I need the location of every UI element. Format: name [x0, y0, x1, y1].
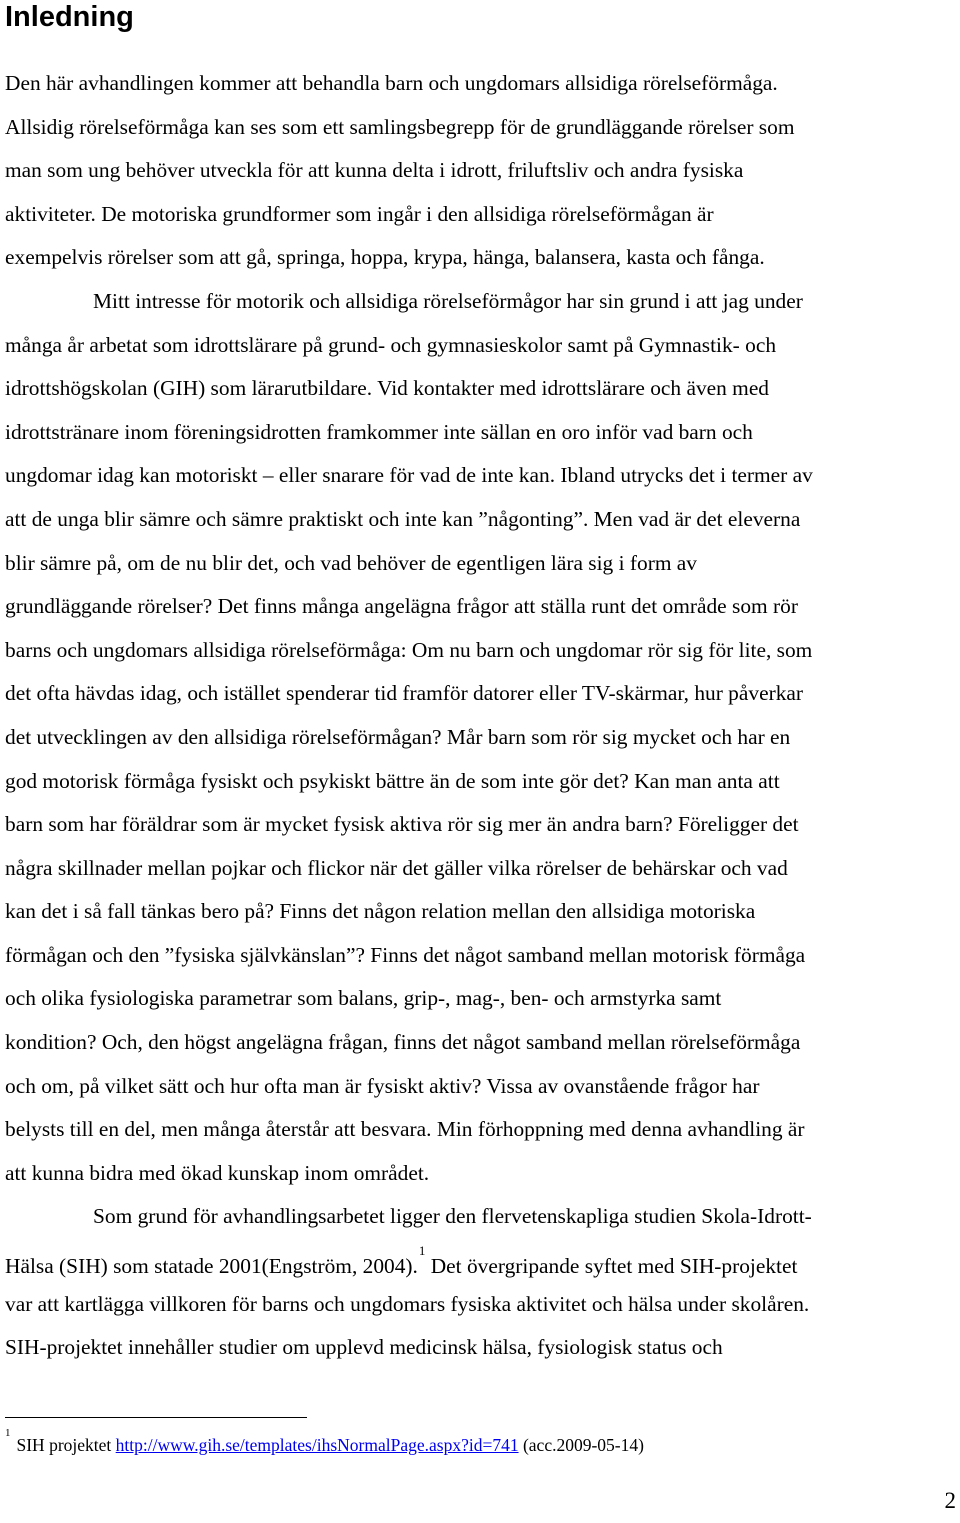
paragraph-2-line: barn som har föräldrar som är mycket fysisk aktiva rör sig mer än andra barn? Föreligger det — [5, 812, 799, 837]
footnote-number: 1 — [5, 1427, 11, 1439]
paragraph-3-line: var att kartlägga villkoren för barns och ungdomars fysiska aktivitet och hälsa under skolåren. — [5, 1291, 810, 1316]
footnote — [5, 1429, 644, 1457]
paragraph-2-line: kondition? Och, den högst angelägna frågan, finns det något samband mellan rörelseförmåga — [5, 1030, 801, 1055]
paragraph-2-line: belysts till en del, men många återstår att besvara. Min förhoppning med denna avhandling är — [5, 1117, 805, 1142]
paragraph-2-line: många år arbetat som idrottslärare på grund- och gymnasieskolor samt på Gymnastik- och — [5, 332, 777, 357]
paragraph-2-line: grundläggande rörelser? Det finns många angelägna frågor att ställa runt det område som rör — [5, 594, 798, 619]
paragraph-2-line: och om, på vilket sätt och hur ofta man är fysiskt aktiv? Vissa av ovanstående frågor har — [5, 1073, 760, 1098]
paragraph-3-line: Som grund för avhandlingsarbetet ligger den flervetenskapliga studien Skola-Idrott- — [93, 1204, 812, 1229]
footnote-text: SIH projektet — [16, 1434, 116, 1455]
paragraph-2-line: att de unga blir sämre och sämre praktiskt och inte kan ”någonting”. Men vad är det eleverna — [5, 506, 801, 531]
paragraph-1-line: aktiviteter. De motoriska grundformer som ingår i den allsidiga rörelseförmågan är — [5, 201, 714, 226]
paragraph-3-text: Det övergripande syftet med SIH-projektet — [425, 1254, 798, 1279]
paragraph-3-line: SIH-projektet innehåller studier om upplevd medicinsk hälsa, fysiologisk status och — [5, 1335, 723, 1360]
paragraph-3-text: Hälsa (SIH) som statade 2001(Engström, 2004). — [5, 1254, 418, 1279]
paragraph-3-line — [5, 1239, 960, 1283]
page-number: 2 — [944, 1488, 956, 1513]
paragraph-1-line: Den här avhandlingen kommer att behandla barn och ungdomars allsidiga rörelseförmåga. — [5, 71, 778, 95]
footnote-access-date: (acc.2009-05-14) — [518, 1434, 644, 1455]
paragraph-2-line: några skillnader mellan pojkar och flickor när det gäller vilka rörelser de behärskar och vad — [5, 855, 788, 880]
section-heading: Inledning — [5, 1, 134, 33]
paragraph-2-line: förmågan och den ”fysiska självkänslan”? Finns det något samband mellan motorisk förmåga — [5, 942, 806, 967]
footnote-separator — [5, 1417, 307, 1418]
paragraph-2-line: barns och ungdomars allsidiga rörelseförmåga: Om nu barn och ungdomar rör sig för lite, som — [5, 637, 813, 662]
paragraph-2-line: god motorisk förmåga fysiskt och psykiskt bättre än de som inte gör det? Kan man anta att — [5, 768, 780, 793]
paragraph-2-line: det ofta hävdas idag, och istället spenderar tid framför datorer eller TV-skärmar, hur påverkar — [5, 681, 804, 706]
paragraph-2-line: Mitt intresse för motorik och allsidiga rörelseförmågor har sin grund i att jag under — [93, 288, 803, 313]
paragraph-2-line: och olika fysiologiska parametrar som balans, grip-, mag-, ben- och armstyrka samt — [5, 986, 722, 1011]
body-text — [5, 62, 960, 1370]
paragraph-2-line: ungdomar idag kan motoriskt – eller snarare för vad de inte kan. Ibland utrycks det i termer av — [5, 463, 813, 488]
paragraph-1-line: man som ung behöver utveckla för att kunna delta i idrott, friluftsliv och andra fysiska — [5, 158, 744, 183]
paragraph-2-line: det utvecklingen av den allsidiga rörelseförmågan? Mår barn som rör sig mycket och har en — [5, 724, 791, 749]
paragraph-1-line: exempelvis rörelser som att gå, springa, hoppa, krypa, hänga, balansera, kasta och fånga. — [5, 245, 765, 270]
paragraph-1-line: Allsidig rörelseförmåga kan ses som ett samlingsbegrepp för de grundläggande rörelser som — [5, 114, 795, 139]
paragraph-2-line: att kunna bidra med ökad kunskap inom området. — [5, 1160, 430, 1185]
paragraph-2-line: idrottstränare inom föreningsidrotten framkommer inte sällan en oro inför vad barn och — [5, 419, 753, 444]
paragraph-2-line: idrottshögskolan (GIH) som lärarutbildare. Vid kontakter med idrottslärare och även med — [5, 376, 770, 401]
footnote-reference[interactable]: 1 — [418, 1243, 426, 1259]
paragraph-2-line: kan det i så fall tänkas bero på? Finns det någon relation mellan den allsidiga motoriska — [5, 899, 756, 924]
footnote-link[interactable]: http://www.gih.se/templates/ihsNormalPage.aspx?id=741 — [115, 1434, 519, 1455]
paragraph-2-line: blir sämre på, om de nu blir det, och vad behöver de egentligen lära sig i form av — [5, 550, 697, 575]
